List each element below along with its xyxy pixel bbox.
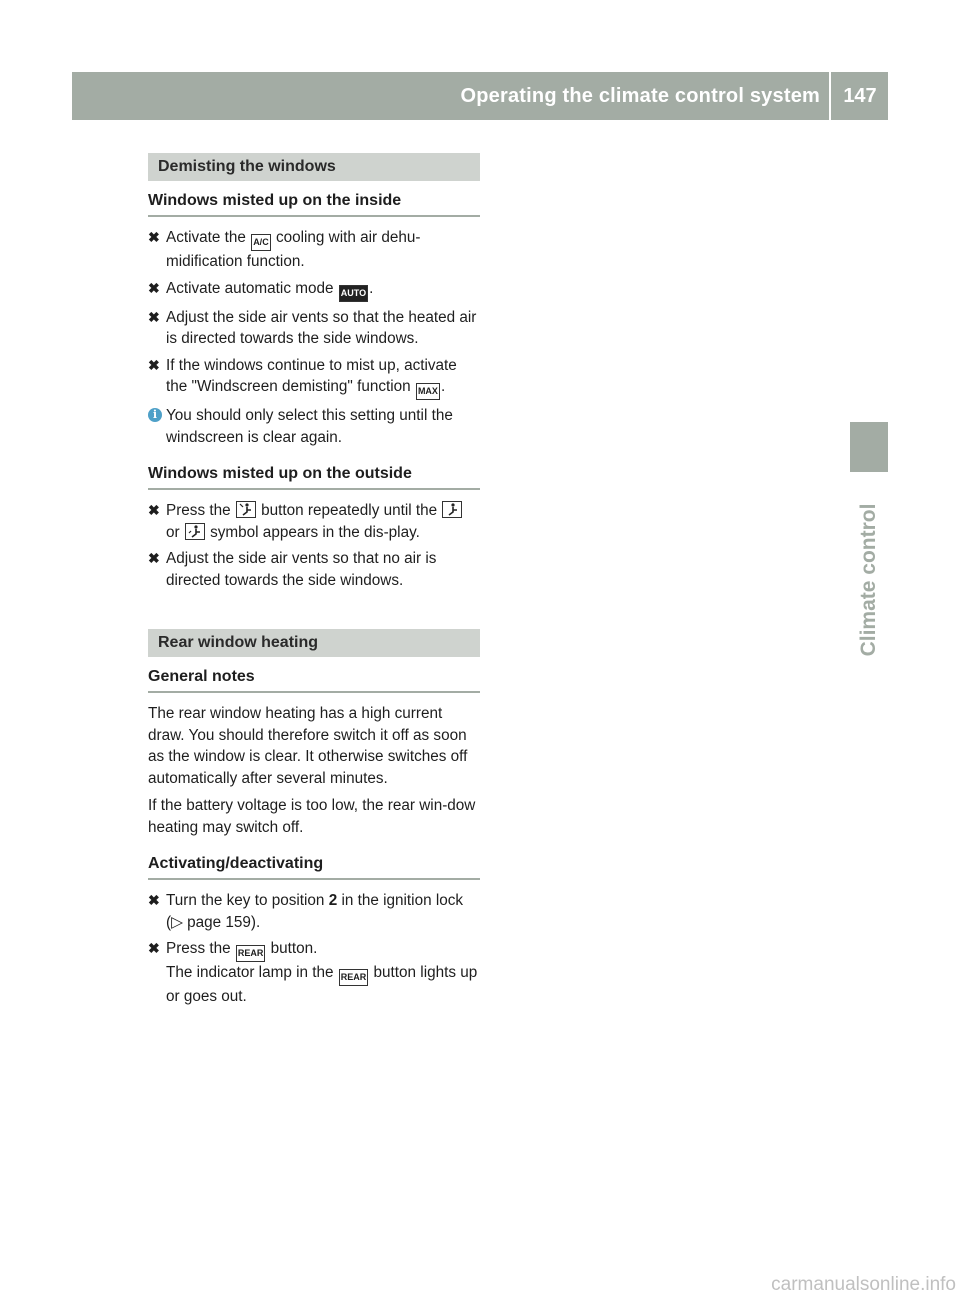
instruction-item: ✖ Adjust the side air vents so that no air is directed towards the side windows. bbox=[148, 550, 437, 589]
instruction-item: ✖ Activate automatic mode AUTO . bbox=[148, 278, 480, 302]
page-reference-arrow-icon: ▷ bbox=[171, 913, 183, 931]
auto-button-icon: AUTO bbox=[339, 285, 368, 302]
bullet-arrow-icon: ✖ bbox=[148, 279, 160, 296]
instruction-item: ✖ Press the button repeatedly until the or symbol appears in the dis-play. bbox=[148, 500, 480, 543]
bullet-arrow-icon: ✖ bbox=[148, 502, 160, 518]
bullet-arrow-icon: ✖ bbox=[148, 308, 160, 325]
page-header-title: Operating the climate control system bbox=[460, 85, 820, 107]
page-number: 147 bbox=[843, 85, 877, 107]
rear-window-heating-button-icon: REAR bbox=[339, 969, 369, 986]
bullet-arrow-icon: ✖ bbox=[148, 892, 160, 908]
chapter-tab-marker bbox=[850, 422, 888, 472]
instruction-item: ✖ Activate the A/C cooling with air dehu-midification function. bbox=[148, 229, 421, 270]
content-column bbox=[148, 153, 480, 1013]
header-divider bbox=[829, 72, 831, 120]
bullet-arrow-icon: ✖ bbox=[148, 550, 160, 566]
paragraph: If the battery voltage is too low, the rear win-dow heating may switch off. bbox=[148, 797, 476, 836]
info-icon: i bbox=[148, 408, 162, 422]
subheading-misted-outside: Windows misted up on the outside bbox=[148, 454, 480, 490]
section-heading-rear-window: Rear window heating bbox=[148, 629, 480, 657]
paragraph: The rear window heating has a high current draw. You should therefore switch it off as soon as the window is clear. It otherwise switches off automatically after several minutes. bbox=[148, 705, 468, 787]
instruction-item: ✖ Adjust the side air vents so that the heated air is directed towards the side windows. bbox=[148, 308, 477, 347]
page-reference-link[interactable]: page 159). bbox=[187, 913, 261, 931]
subheading-general-notes: General notes bbox=[148, 657, 480, 693]
subheading-activating: Activating/deactivating bbox=[148, 844, 480, 880]
windscreen-demist-max-icon: MAX bbox=[416, 383, 440, 400]
bullet-arrow-icon: ✖ bbox=[148, 356, 160, 373]
footwell-side-air-icon bbox=[185, 523, 205, 540]
watermark: carmanualsonline.info bbox=[771, 1274, 956, 1295]
info-note: i You should only select this setting until the windscreen is clear again. bbox=[148, 405, 480, 448]
subheading-misted-inside: Windows misted up on the inside bbox=[148, 181, 480, 217]
chapter-side-label: Climate control bbox=[857, 503, 880, 657]
footwell-air-icon bbox=[442, 501, 462, 518]
instruction-item: ✖ Turn the key to position 2 in the ignition lock (▷ page 159). bbox=[148, 892, 464, 931]
rear-window-heating-button-icon: REAR bbox=[236, 945, 266, 962]
ac-button-icon: A/C bbox=[251, 234, 271, 251]
bullet-arrow-icon: ✖ bbox=[148, 940, 160, 956]
bullet-arrow-icon: ✖ bbox=[148, 229, 160, 245]
section-heading-demisting: Demisting the windows bbox=[148, 153, 480, 181]
instruction-item: ✖ If the windows continue to mist up, activate the "Windscreen demisting" function MAX . bbox=[148, 355, 480, 401]
instruction-item: ✖ Press the REAR button. The indicator lamp in the REAR button lights up or goes out. bbox=[148, 940, 478, 1005]
air-distribution-button-icon bbox=[236, 501, 256, 518]
